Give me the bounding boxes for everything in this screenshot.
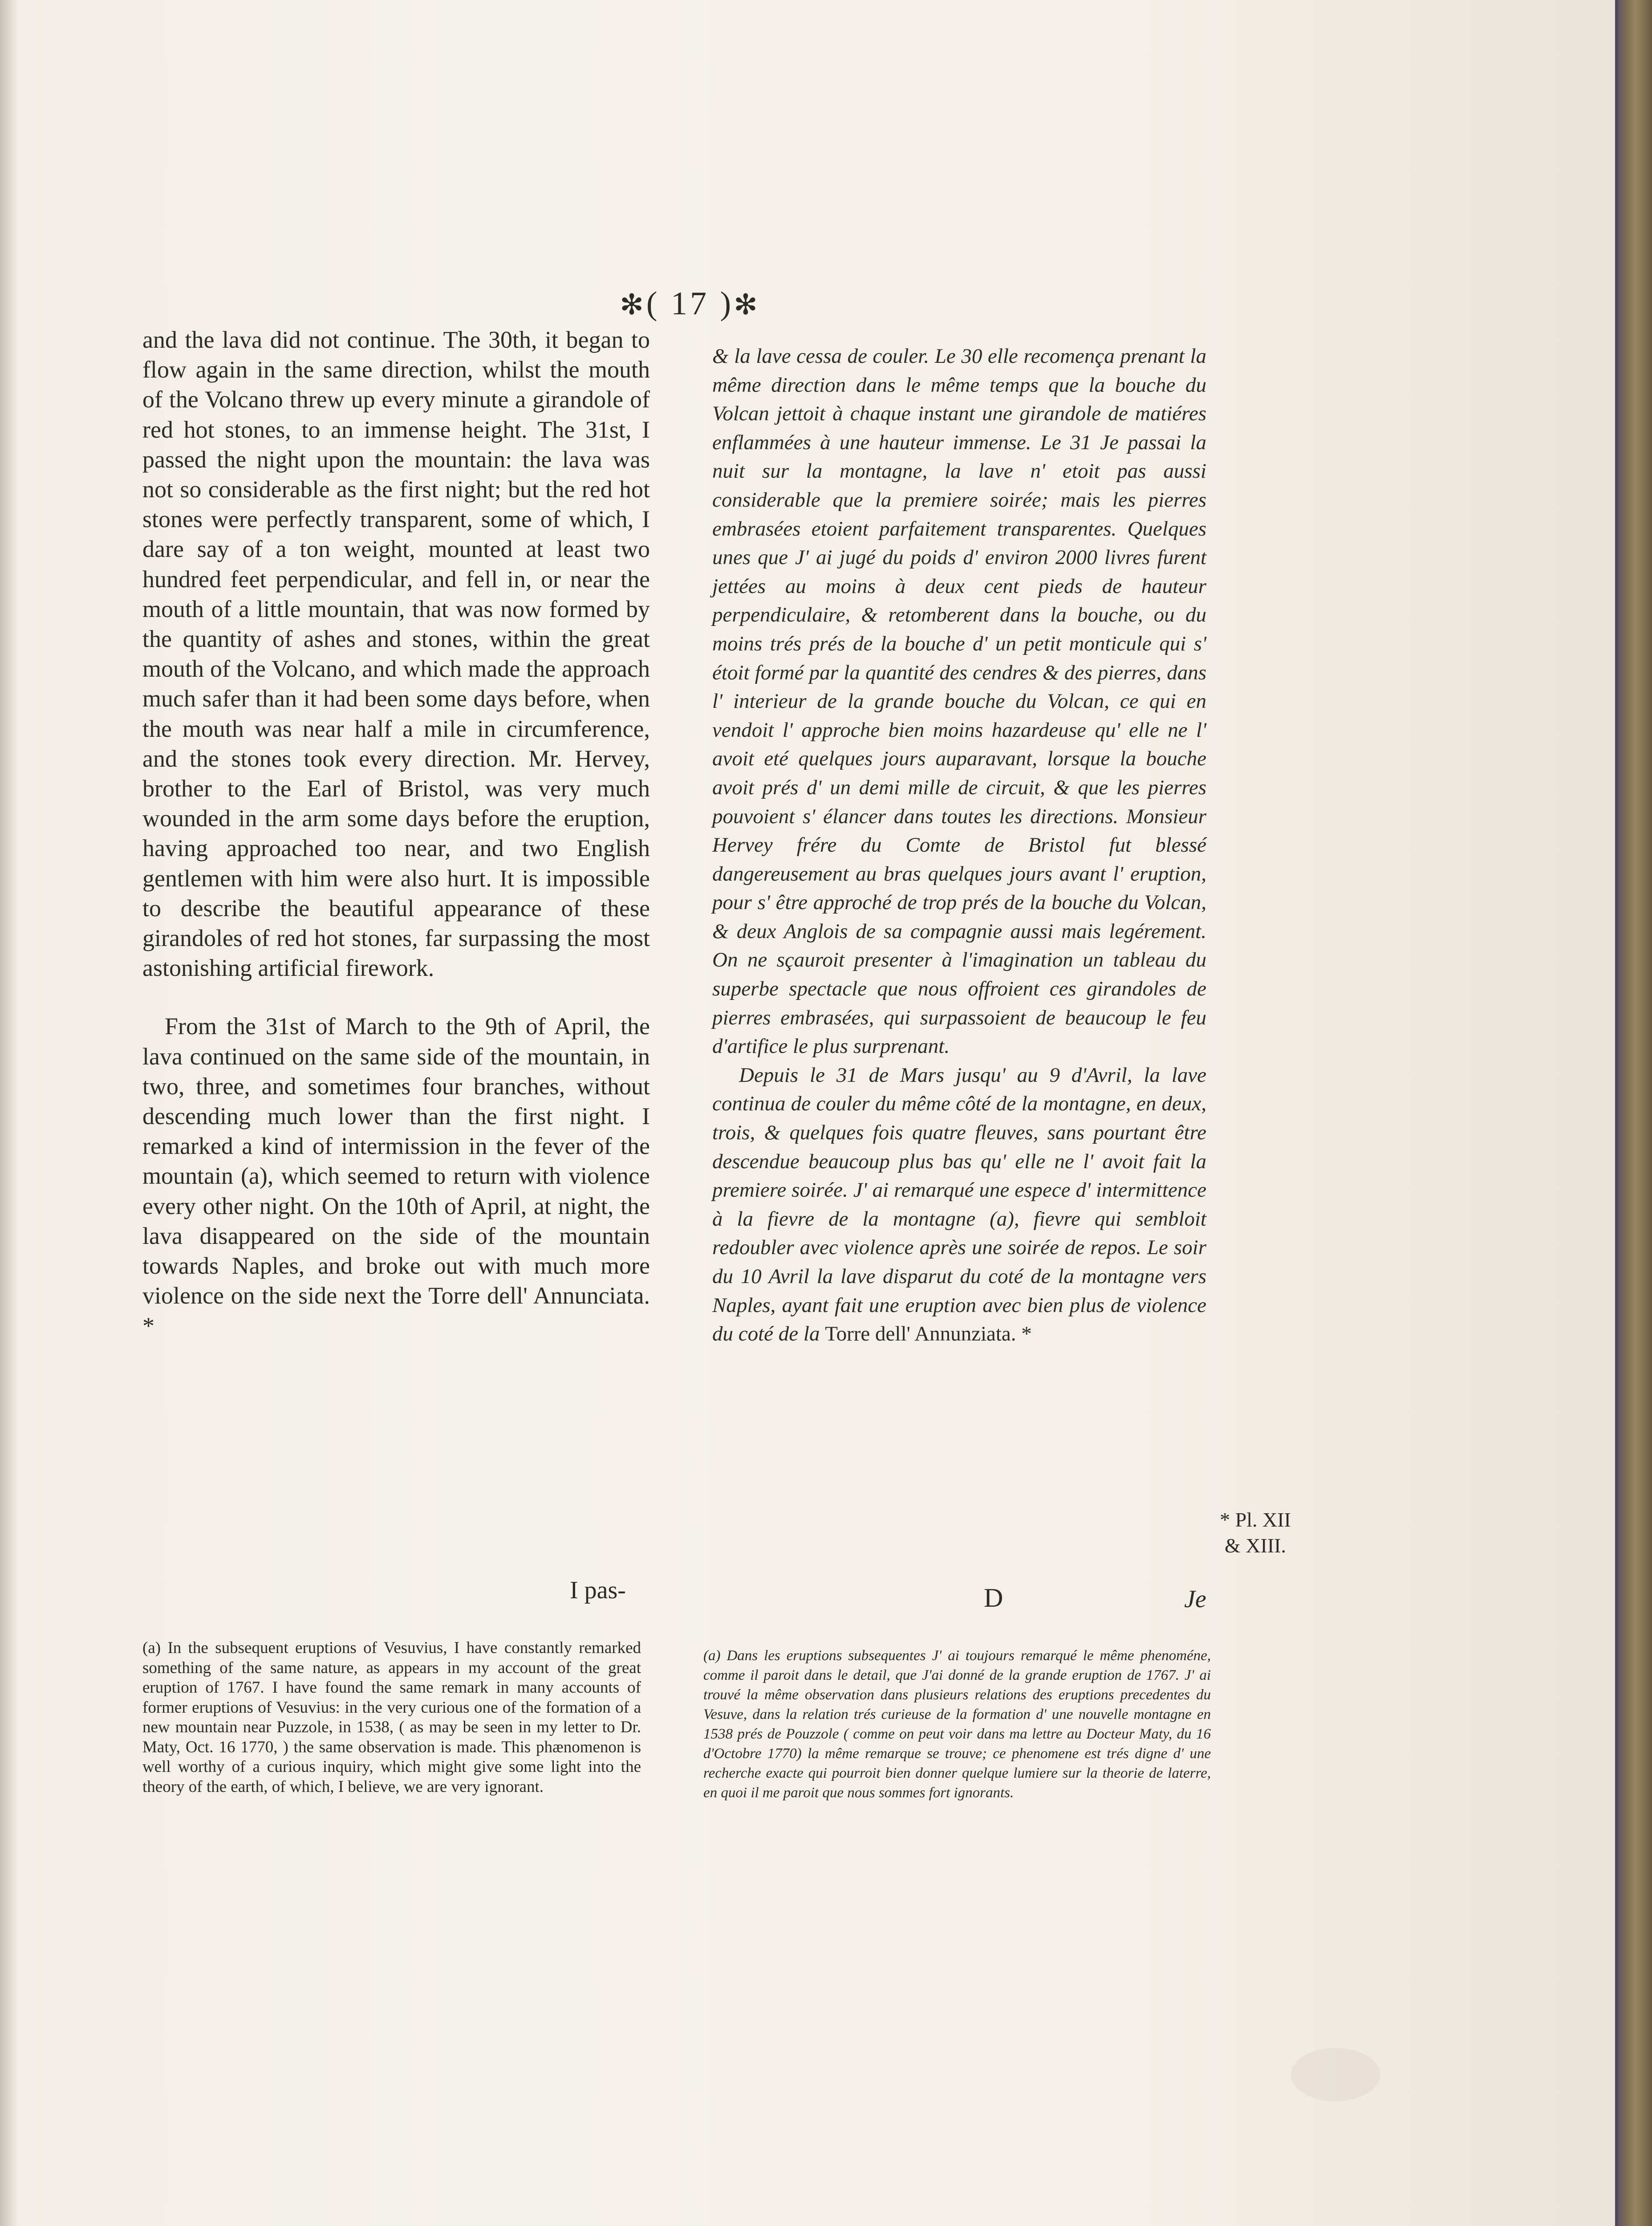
french-paragraph-2-text: Depuis le 31 de Mars jusqu' au 9 d'Avril, la lave continua de couler du même côté de la montagne, en deux, trois, & quelques fois quatre fleuves, sans pourtant être descendue beaucoup plus bas qu' elle ne l' avoit fait la premiere soirée. J' ai remarqué une espece d' intermittence à la fievre de la montagne (a), fievre qui sembloit redoubler avec violence après une soirée de repos. Le soir du 10 Avril la lave disparut du coté de la montagne vers Naples, ayant fait une eruption avec bien plus de violence du coté de la [712, 1063, 1206, 1346]
french-paragraph-2 [712, 1061, 1206, 1349]
french-place-name: Torre dell' Annunziata. * [825, 1322, 1032, 1346]
paper-stain [1291, 2048, 1380, 2101]
english-footnote [142, 1638, 641, 1797]
binding-edge-line [1615, 0, 1618, 2226]
page-number: ( 17 ) [646, 285, 734, 322]
plate-reference-note: * Pl. XII & XIII. [1220, 1508, 1291, 1557]
page-header [597, 285, 783, 323]
ornament-right-icon: ✻ [734, 289, 760, 321]
french-footnote [703, 1646, 1211, 1803]
french-footnote-text: (a) Dans les eruptions subsequentes J' ai toujours remarqué le même phenoméne, comme il paroit dans le detail, que J'ai donné de la grande eruption de 1767. J' ai trouvé la même observation dans plusieurs relations des eruptions precedentes du Vesuve, dans la relation trés curieuse de la formation d' une nouvelle montagne en 1538 prés de Pouzzole ( comme on peut voir dans ma lettre au Docteur Maty, du 16 d'Octobre 1770) la même remarque se trouve; ce phenomene est trés digne d' une recherche exacte qui pourroit bien donner quelque lumiere sur la theorie de laterre, en quoi il me paroit que nous sommes fort ignorants. [703, 1648, 1211, 1801]
english-catchword: I pas- [570, 1576, 626, 1604]
english-paragraph-1: and the lava did not continue. The 30th, it began to flow again in the same direction, whilst the mouth of the Volcano threw up every minute a girandole of red hot stones, to an immense height. The 31st, I passed the night upon the mountain: the lava was not so considerable as the first night; but the red hot stones were perfectly transparent, some of which, I dare say of a ton weight, mounted at least two hundred feet perpendicular, and fell in, or near the mouth of a little mountain, that was now formed by the quantity of ashes and stones, within the great mouth of the Volcano, and which made the approach much safer than it had been some days before, when the mouth was near half a mile in circumference, and the stones took every direction. Mr. Hervey, brother to the Earl of Bristol, was very much wounded in the arm some days before the eruption, having approached too near, and two English gentlemen with him were also hurt. It is impossible to describe the beautiful appearance of these girandoles of red hot stones, far surpassing the most astonishing artificial firework. [142, 326, 650, 982]
french-catchword: Je [1184, 1585, 1206, 1613]
english-footnote-text: (a) In the subsequent eruptions of Vesuvius, I have constantly remarked something of the same nature, as appears in my account of the great eruption of 1767. I have found the same remark in many accounts of former eruptions of Vesuvius: in the very curious one of the formation of a new mountain near Puzzole, in 1538, ( as may be seen in my letter to Dr. Maty, Oct. 16 1770, ) the same observation is made. This phænomenon is well worthy of a curious inquiry, which might give some light into the theory of the earth, of which, I believe, we are very ignorant. [142, 1639, 641, 1796]
french-column [712, 342, 1206, 1349]
ornament-left-icon: ✻ [620, 289, 646, 321]
gutter-shadow [0, 0, 18, 2226]
english-column [142, 325, 650, 1341]
signature-mark: D [984, 1583, 1005, 1613]
book-edge [1616, 0, 1652, 2226]
french-paragraph-1: & la lave cessa de couler. Le 30 elle recomença prenant la même direction dans le même temps que la bouche du Volcan jettoit à chaque instant une girandole de matiéres enflammées à une hauteur immense. Le 31 Je passai la nuit sur la montagne, la lave n' etoit pas aussi considerable que la premiere soirée; mais les pierres embrasées etoient parfaitement transparentes. Quelques unes que J' ai jugé du poids d' environ 2000 livres furent jettées au moins à deux cent pieds de hauteur perpendiculaire, & retomberent dans la bouche, ou du moins trés prés de la bouche d' un petit monticule qui s' étoit formé par la quantité des cendres & des pierres, dans l' interieur de la grande bouche du Volcan, ce qui en vendoit l' approche bien moins hazardeuse qu' elle ne l' avoit eté quelques jours auparavant, lorsque la bouche avoit prés d' un demi mille de circuit, & que les pierres pouvoient s' élancer dans toutes les directions. Monsieur Hervey frére du Comte de Bristol fut blessé dangereusement au bras quelques jours avant l' eruption, pour s' être approché de trop prés de la bouche du Volcan, & deux Anglois de sa compagnie aussi mais legérement. On ne sçauroit presenter à l'imagination un tableau du superbe spectacle que nous offroient ces girandoles de pierres embrasées, qui surpassoient de beaucoup le feu d'artifice le plus surprenant. [712, 345, 1206, 1058]
english-paragraph-2: From the 31st of March to the 9th of April, the lava continued on the same side of the mountain, in two, three, and sometimes four branches, without descending much lower than the first night. I remarked a kind of intermission in the fever of the mountain (a), which seemed to return with violence every other night. On the 10th of April, at night, the lava disappeared on the side of the mountain towards Naples, and broke out with much more violence on the side next the Torre dell' Annunciata. * [142, 1013, 650, 1339]
